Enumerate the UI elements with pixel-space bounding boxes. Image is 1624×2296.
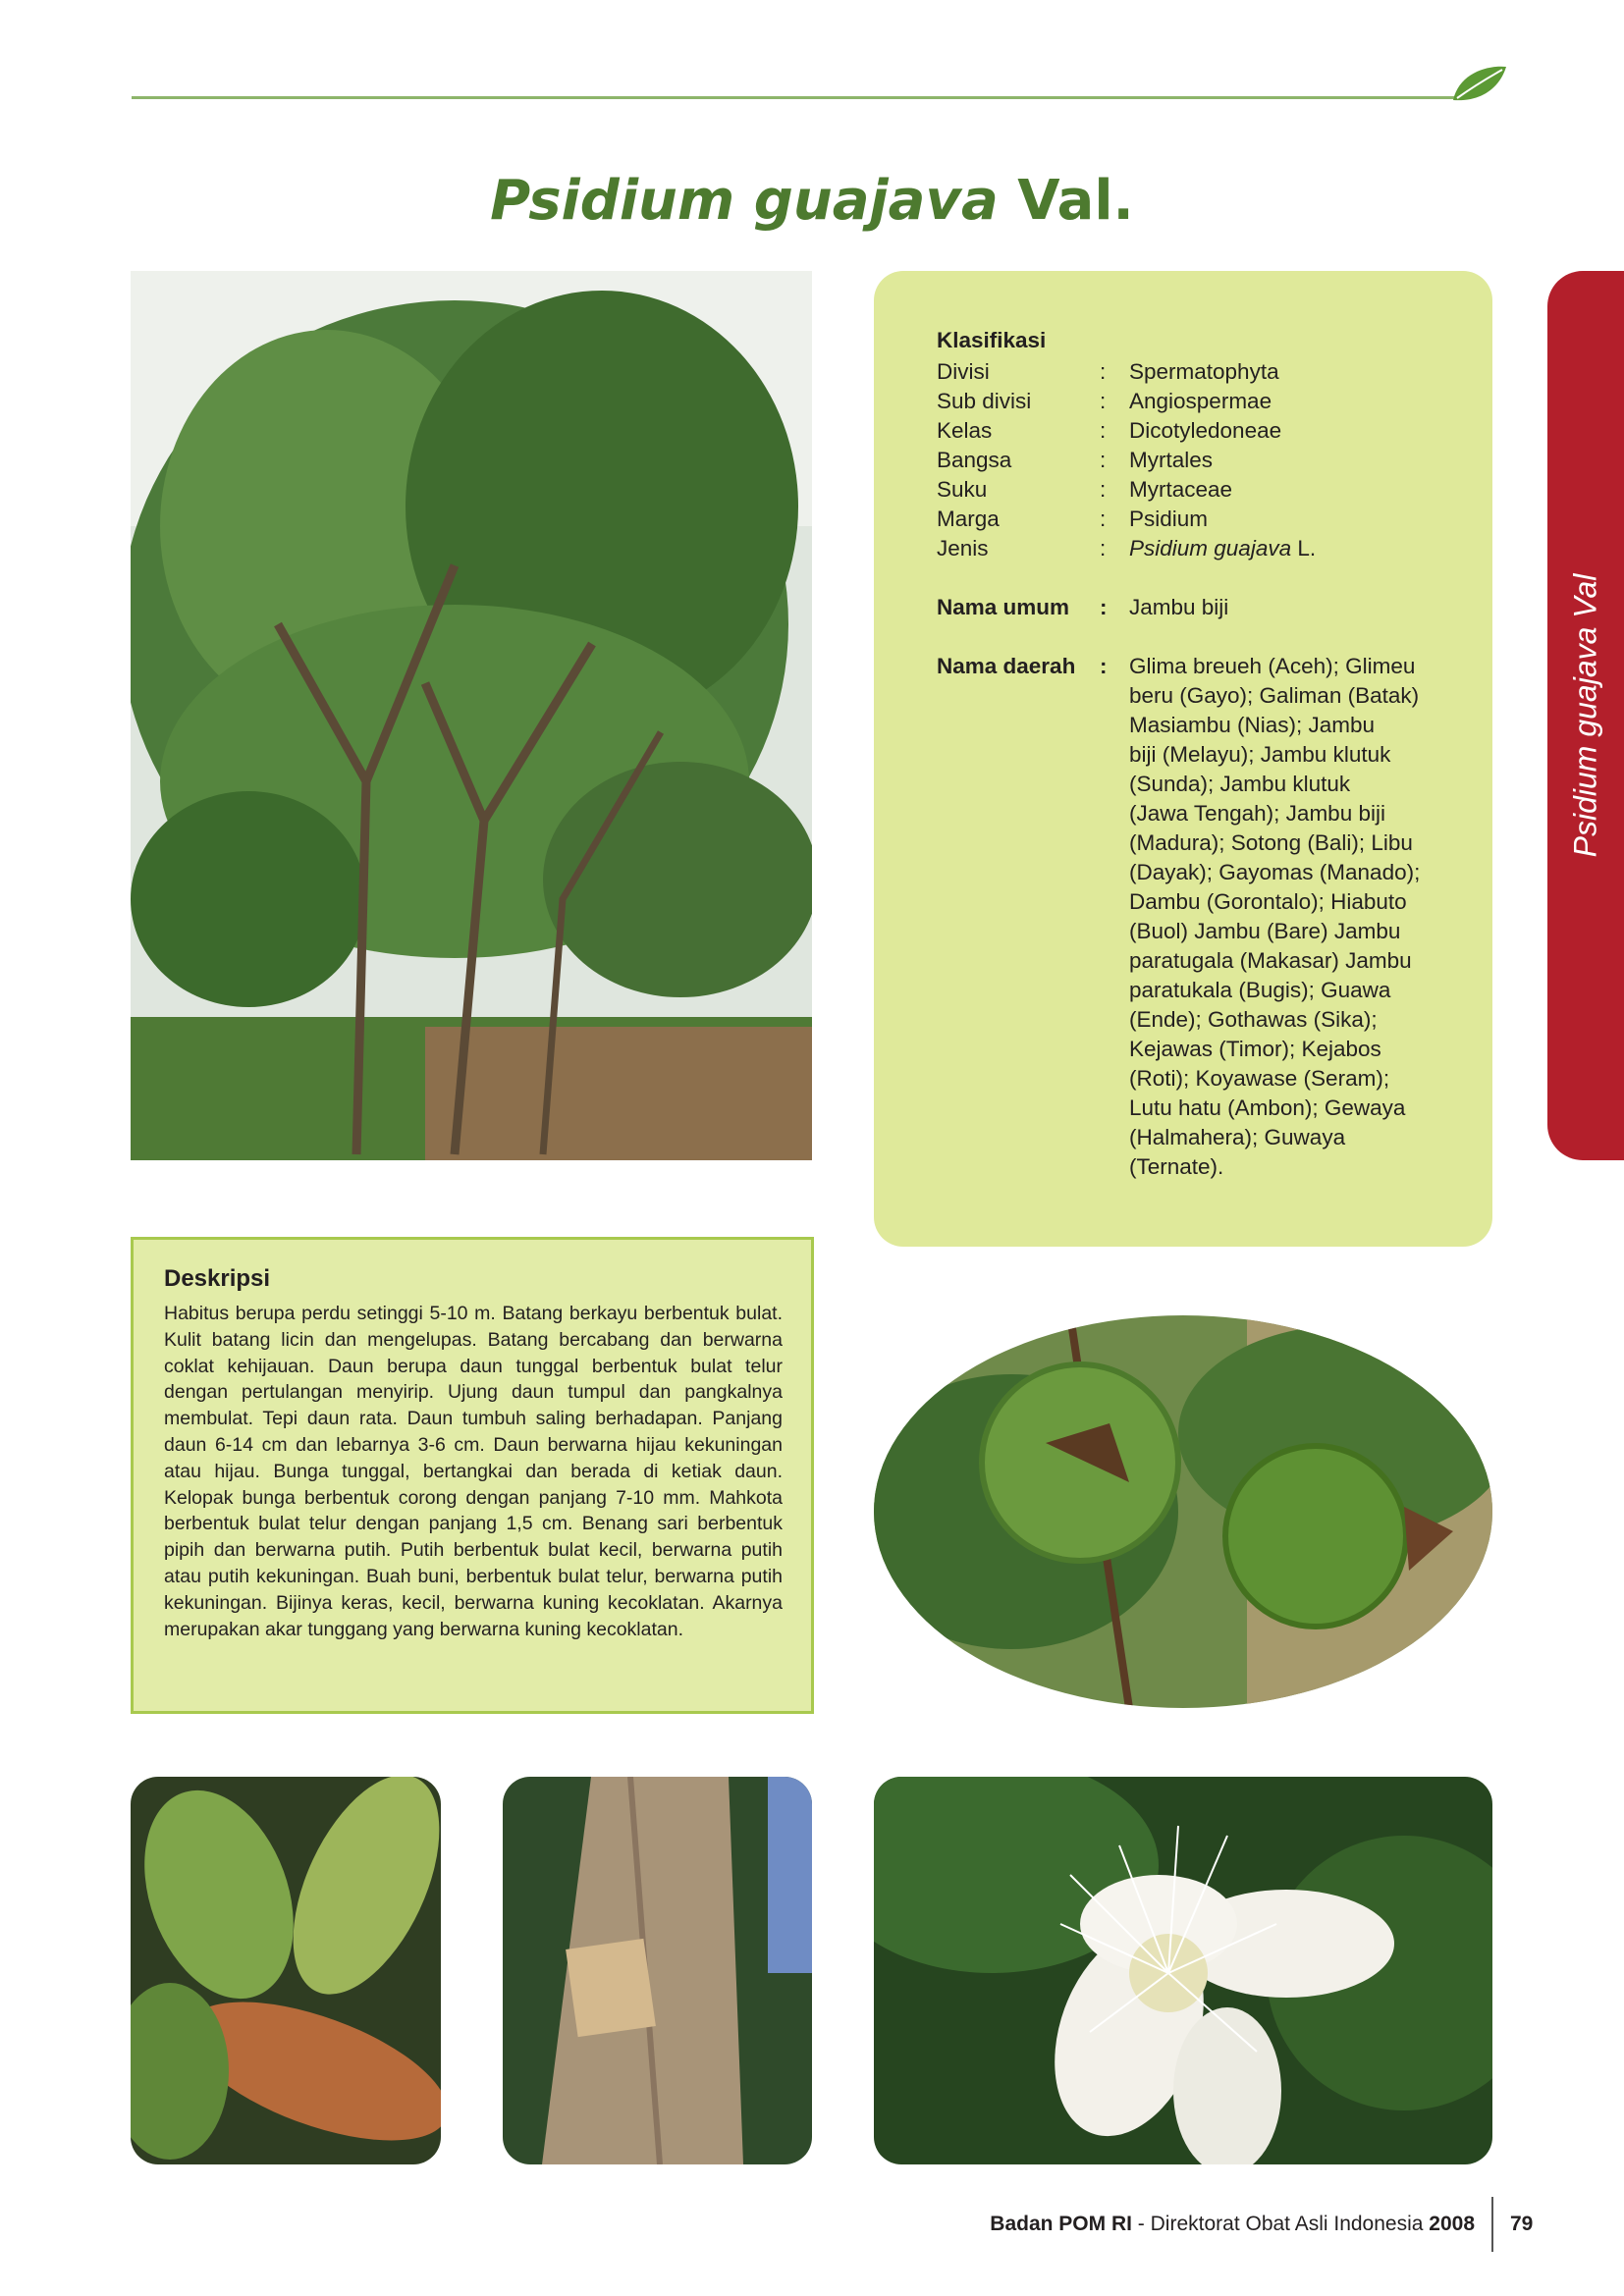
nama-daerah-line: Glima breueh (Aceh); Glimeu bbox=[1129, 654, 1416, 678]
description-heading: Deskripsi bbox=[164, 1265, 271, 1292]
row-colon: : bbox=[1100, 595, 1108, 619]
description-text: Habitus berupa perdu setinggi 5-10 m. Batang berkayu berbentuk bulat. Kulit batang licin dan mengelupas. Batang bercabang dan berwarna coklat kehijauan. Daun berupa daun tunggal berbentuk bulat telur dengan pertulangan menyirip. Ujung daun tumpul dan pangkalnya membulat. Tepi daun rata. Daun tumbuh saling berhadapan. Panjang daun 6-14 cm dan lebarnya 3-6 cm. Daun berwarna hijau kekuningan atau hijau. Bunga tunggal, bertangkai dan berada di ketiak daun. Kelopak bunga berbentuk corong dengan panjang 7-10 mm. Mahkota berbentuk bulat telur dengan panjang 1,5 cm. Benang sari berbentuk pipih dan berwarna putih. Putih berbentuk bulat kecil, berwarna putih atau putih kekuningan. Buah buni, berbentuk bulat telur, berwarna putih kekuningan. Bijinya keras, kecil, berwarna kuning kecoklatan. Akarnya merupakan akar tunggang yang berwarna kuning kecoklatan. bbox=[164, 1303, 783, 1640]
nama-daerah-line: (Jawa Tengah); Jambu biji bbox=[1129, 801, 1385, 826]
row-colon: : bbox=[1100, 418, 1107, 443]
row-colon: : bbox=[1100, 448, 1107, 472]
jenis-italic: Psidium guajava bbox=[1129, 536, 1292, 561]
class-row bbox=[937, 416, 1467, 446]
nama-daerah-line: (Dayak); Gayomas (Manado); bbox=[1129, 860, 1421, 884]
class-row bbox=[937, 387, 1467, 416]
nama-daerah-line: beru (Gayo); Galiman (Batak) bbox=[1129, 683, 1420, 708]
nama-daerah-line: biji (Melayu); Jambu klutuk bbox=[1129, 742, 1391, 767]
header-rule bbox=[132, 96, 1457, 99]
row-colon: : bbox=[1100, 654, 1108, 678]
row-value bbox=[1129, 534, 1467, 563]
row-value: Dicotyledoneae bbox=[1129, 418, 1282, 443]
row-key: Divisi bbox=[937, 359, 990, 384]
row-key: Suku bbox=[937, 477, 988, 502]
nama-daerah-line: (Roti); Koyawase (Seram); bbox=[1129, 1066, 1390, 1091]
footer-org: Badan POM RI bbox=[990, 2213, 1132, 2235]
footer-credit bbox=[0, 2213, 1475, 2236]
nama-daerah-line: paratugala (Makasar) Jambu bbox=[1129, 948, 1412, 973]
nama-daerah-line: paratukala (Bugis); Guawa bbox=[1129, 978, 1391, 1002]
nama-daerah-line: (Buol) Jambu (Bare) Jambu bbox=[1129, 919, 1401, 943]
jenis-suffix: L. bbox=[1291, 536, 1317, 561]
nama-daerah-line: (Sunda); Jambu klutuk bbox=[1129, 772, 1351, 796]
nama-umum-value: Jambu biji bbox=[1129, 595, 1229, 619]
row-key: Kelas bbox=[937, 418, 993, 443]
row-value: Myrtales bbox=[1129, 448, 1214, 472]
nama-daerah-line: Kejawas (Timor); Kejabos bbox=[1129, 1037, 1381, 1061]
class-row bbox=[937, 505, 1467, 534]
row-colon: : bbox=[1100, 359, 1107, 384]
flower-photo bbox=[874, 1777, 1492, 2164]
class-row bbox=[937, 357, 1467, 387]
side-tab-label: Psidium guajava Val bbox=[1567, 573, 1603, 858]
nama-daerah-line: Masiambu (Nias); Jambu bbox=[1129, 713, 1376, 737]
nama-daerah-line: Dambu (Gorontalo); Hiabuto bbox=[1129, 889, 1407, 914]
class-row bbox=[937, 475, 1467, 505]
row-value: Spermatophyta bbox=[1129, 359, 1279, 384]
nama-umum-key: Nama umum bbox=[937, 595, 1070, 619]
nama-daerah-line: (Halmahera); Guwaya bbox=[1129, 1125, 1346, 1149]
nama-daerah-line: Lutu hatu (Ambon); Gewaya bbox=[1129, 1095, 1406, 1120]
leaves-photo bbox=[131, 1777, 441, 2164]
title-genus: Psidium guajava bbox=[490, 169, 999, 233]
nama-daerah-line: (Ternate). bbox=[1129, 1154, 1224, 1179]
nama-daerah-row bbox=[937, 652, 1467, 1182]
row-colon: : bbox=[1100, 536, 1107, 561]
classification-box bbox=[874, 271, 1492, 1247]
class-row bbox=[937, 446, 1467, 475]
trunk-photo bbox=[503, 1777, 812, 2164]
title-author: Val. bbox=[1017, 169, 1134, 233]
leaf-icon bbox=[1449, 63, 1508, 104]
page-title bbox=[0, 169, 1624, 233]
row-value: Angiospermae bbox=[1129, 389, 1272, 413]
nama-daerah-key: Nama daerah bbox=[937, 654, 1076, 678]
side-tab bbox=[1547, 271, 1624, 1160]
page-number: 79 bbox=[1510, 2213, 1534, 2235]
fruit-photo bbox=[874, 1315, 1492, 1708]
row-colon: : bbox=[1100, 477, 1107, 502]
row-key: Marga bbox=[937, 507, 1000, 531]
nama-daerah-line: (Madura); Sotong (Bali); Libu bbox=[1129, 830, 1413, 855]
nama-daerah-value bbox=[1129, 652, 1467, 1182]
row-colon: : bbox=[1100, 507, 1107, 531]
row-value: Myrtaceae bbox=[1129, 477, 1233, 502]
footer-dept: - Direktorat Obat Asli Indonesia bbox=[1131, 2213, 1430, 2235]
row-value: Psidium bbox=[1129, 507, 1209, 531]
nama-daerah-line: (Ende); Gothawas (Sika); bbox=[1129, 1007, 1378, 1032]
nama-umum-row bbox=[937, 593, 1467, 622]
row-key: Jenis bbox=[937, 536, 989, 561]
footer-year: 2008 bbox=[1429, 2213, 1475, 2235]
row-key: Sub divisi bbox=[937, 389, 1032, 413]
classification-heading: Klasifikasi bbox=[937, 328, 1047, 352]
description-box bbox=[131, 1237, 814, 1714]
footer-divider bbox=[1491, 2197, 1493, 2252]
row-colon: : bbox=[1100, 389, 1107, 413]
class-row bbox=[937, 534, 1467, 563]
tree-photo bbox=[131, 271, 812, 1160]
row-key: Bangsa bbox=[937, 448, 1012, 472]
